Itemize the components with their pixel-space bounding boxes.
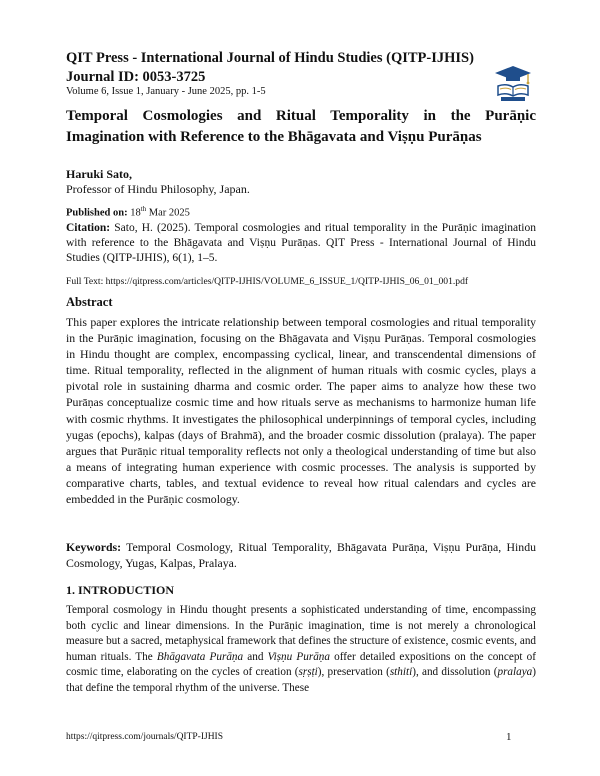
introduction-heading: 1. INTRODUCTION xyxy=(66,583,175,597)
intro-term-bhagavata: Bhāgavata Purāṇa xyxy=(156,650,244,663)
keywords-label: Keywords: xyxy=(66,540,122,554)
intro-text-2: and xyxy=(243,650,268,663)
footer-url[interactable]: https://qitpress.com/journals/QITP-IJHIS xyxy=(66,732,224,742)
published-month-year: Mar 2025 xyxy=(148,207,190,219)
volume-info: Volume 6, Issue 1, January - June 2025, pp. 1-5 xyxy=(66,86,266,97)
author-name: Haruki Sato, xyxy=(66,167,133,181)
page-number: 1 xyxy=(506,731,512,743)
keywords-text: Temporal Cosmology, Ritual Temporality, Bhāgavata Purāṇa, Viṣṇu Purāṇa, Hindu Cosmology, Yugas, Kalpas, Pralaya. xyxy=(66,540,536,570)
published-label: Published on: xyxy=(66,207,128,219)
full-text-link[interactable]: Full Text: https://qitpress.com/articles/QITP-IJHIS/VOLUME_6_ISSUE_1/QITP-IJHIS_06_01_001.pdf xyxy=(66,276,469,287)
journal-title: QIT Press - International Journal of Hindu Studies (QITP-IJHIS) xyxy=(66,50,474,66)
graduation-cap-book-logo-icon xyxy=(492,64,534,102)
paper-title: Temporal Cosmologies and Ritual Temporality in the Purāṇic Imagination with Reference to the Bhāgavata and Viṣṇu Purāṇas xyxy=(66,108,536,145)
citation xyxy=(66,221,536,266)
intro-term-sthiti: sthiti xyxy=(389,666,413,678)
intro-term-vishnu: Viṣṇu Purāṇa xyxy=(267,650,330,663)
published-day: 18 xyxy=(130,207,141,219)
intro-term-pralaya: pralaya xyxy=(497,666,533,678)
abstract-text: This paper explores the intricate relationship between temporal cosmologies and ritual temporality in the Purāṇic imagination, focusing on the Bhāgavata and Viṣṇu Purāṇas. Temporal cosmologies in Hindu thought are complex, encompassing cyclical, linear, and transcendental dimensions of time. Ritual temporality, reflected in the alignment of human rituals with cosmic cycles, plays a pivotal role in sustaining dharma and cosmic order. The paper aims to analyze how these two Purāṇas conceptualize cosmic time and how rituals serve as mechanisms to harmonize human life with cosmic rhythms. It investigates the philosophical underpinnings of temporal cycles, including yugas (epochs), kalpas (days of Brahmā), and the broader cosmic dissolution (pralaya). The paper argues that Purāṇic ritual temporality reflects not only a theological understanding of time but also a means of integrating human experience with cosmic processes. The analysis is supported by comparative charts, tables, and textual evidence to reveal how ritual calendars and cycles are embedded in the Purāṇic cosmology. xyxy=(66,315,536,507)
intro-text-4: ), preservation ( xyxy=(317,666,390,678)
intro-text-1: Temporal cosmology in Hindu thought presents a sophisticated understanding of time, encompassing both cyclic and linear dimensions. In the Purāṇic imagination, time is not merely a chronological measure but a sacred, metaphysical framework that defines the structure of existence, cosmic events, and human rituals. The xyxy=(66,604,537,663)
published-date xyxy=(66,205,190,219)
intro-text-3: offer detailed expositions on the concept of cosmic time, elaborating on the cycles of creation ( xyxy=(66,650,537,678)
author-affiliation: Professor of Hindu Philosophy, Japan. xyxy=(66,182,250,196)
journal-id: Journal ID: 0053-3725 xyxy=(66,69,206,85)
introduction-paragraph xyxy=(66,603,536,696)
abstract-heading: Abstract xyxy=(66,295,113,309)
citation-label: Citation: xyxy=(66,222,111,234)
keywords xyxy=(66,539,536,571)
published-day-suffix: th xyxy=(140,205,147,213)
citation-text: Sato, H. (2025). Temporal cosmologies and ritual temporality in the Purāṇic imagination with reference to the Bhāgavata and Viṣṇu Purāṇas. QIT Press - International Journal of Hindu Studies (QITP-IJHIS), 6(1), 1–5. xyxy=(66,222,537,264)
intro-term-srsti: sṛṣṭi xyxy=(298,666,318,678)
intro-text-5: ), and dissolution ( xyxy=(412,666,498,678)
intro-text-6: ) that define the temporal rhythm of the universe. These xyxy=(66,666,537,694)
